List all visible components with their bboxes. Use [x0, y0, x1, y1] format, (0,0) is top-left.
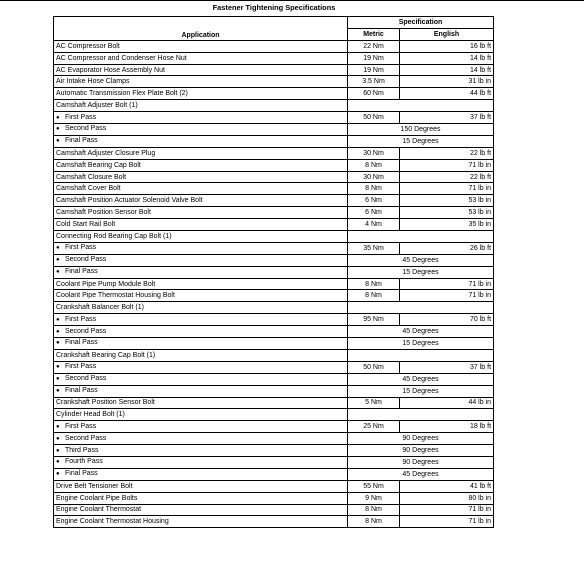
metric-cell: 8 Nm: [348, 278, 400, 290]
application-label: AC Evaporator Hose Assembly Nut: [56, 66, 165, 74]
application-label: Second Pass: [65, 434, 107, 442]
metric-cell: 30 Nm: [348, 147, 400, 159]
angle-spec-cell: 45 Degrees: [348, 254, 494, 266]
angle-spec-cell: 15 Degrees: [348, 135, 494, 147]
table-row: [54, 159, 494, 171]
angle-spec-cell: 90 Degrees: [348, 433, 494, 445]
table-row: [54, 40, 494, 52]
application-cell: [54, 468, 348, 480]
application-label: Final Pass: [65, 387, 98, 395]
bullet-icon: ●: [56, 447, 60, 454]
application-label: Camshaft Closure Bolt: [56, 173, 127, 181]
column-header-english: English: [400, 28, 494, 40]
application-cell: [54, 207, 348, 219]
angle-spec-cell: 90 Degrees: [348, 456, 494, 468]
application-label: Cylinder Head Bolt (1): [56, 411, 125, 419]
english-cell: 26 lb ft: [400, 242, 494, 254]
application-cell: [54, 76, 348, 88]
table-subrow: [54, 112, 494, 124]
metric-cell: 50 Nm: [348, 361, 400, 373]
application-label: Coolant Pipe Thermostat Housing Bolt: [56, 292, 175, 300]
application-label: Camshaft Bearing Cap Bolt: [56, 161, 141, 169]
application-cell: [54, 64, 348, 76]
application-label: Second Pass: [65, 125, 107, 133]
angle-spec-cell: 15 Degrees: [348, 385, 494, 397]
english-cell: 37 lb ft: [400, 361, 494, 373]
bullet-icon: ●: [56, 471, 60, 478]
application-cell: [54, 40, 348, 52]
application-cell: [54, 338, 348, 350]
metric-cell: 8 Nm: [348, 290, 400, 302]
application-cell: [54, 195, 348, 207]
application-label: Engine Coolant Thermostat: [56, 506, 142, 514]
english-cell: 14 lb ft: [400, 52, 494, 64]
angle-spec-cell: 15 Degrees: [348, 338, 494, 350]
application-cell: [54, 314, 348, 326]
application-cell: [54, 112, 348, 124]
application-cell: [54, 361, 348, 373]
empty-spec-cell: [348, 302, 494, 314]
application-label: Camshaft Adjuster Closure Plug: [56, 149, 156, 157]
table-group-row: [54, 100, 494, 112]
application-label: Camshaft Position Actuator Solenoid Valve Bolt: [56, 197, 203, 205]
application-cell: [54, 278, 348, 290]
application-label: Crankshaft Bearing Cap Bolt (1): [56, 351, 156, 359]
application-cell: [54, 480, 348, 492]
english-cell: 44 lb ft: [400, 88, 494, 100]
application-label: Final Pass: [65, 470, 98, 478]
metric-cell: 25 Nm: [348, 421, 400, 433]
application-label: First Pass: [65, 113, 97, 121]
bullet-icon: ●: [56, 364, 60, 371]
table-row: [54, 504, 494, 516]
fastener-spec-table: [53, 16, 494, 528]
metric-cell: 4 Nm: [348, 219, 400, 231]
application-label: Fourth Pass: [65, 458, 103, 466]
metric-cell: 30 Nm: [348, 171, 400, 183]
application-cell: [54, 492, 348, 504]
english-cell: 53 lb in: [400, 195, 494, 207]
application-label: First Pass: [65, 315, 97, 323]
english-cell: 22 lb ft: [400, 147, 494, 159]
top-rule: [0, 0, 584, 1]
metric-cell: 5 Nm: [348, 397, 400, 409]
application-label: AC Compressor and Condenser Hose Nut: [56, 54, 187, 62]
english-cell: 35 lb in: [400, 219, 494, 231]
english-cell: 14 lb ft: [400, 64, 494, 76]
spec-table-body: [54, 40, 494, 528]
application-cell: [54, 421, 348, 433]
english-cell: 70 lb ft: [400, 314, 494, 326]
column-header-application: Application: [54, 17, 348, 41]
bullet-icon: ●: [56, 376, 60, 383]
application-label: Second Pass: [65, 375, 107, 383]
table-row: [54, 147, 494, 159]
table-subrow: [54, 373, 494, 385]
application-cell: [54, 231, 348, 243]
english-cell: 71 lb in: [400, 504, 494, 516]
bullet-icon: ●: [56, 435, 60, 442]
metric-cell: 50 Nm: [348, 112, 400, 124]
application-label: Connecting Rod Bearing Cap Bolt (1): [56, 232, 172, 240]
application-cell: [54, 183, 348, 195]
english-cell: 53 lb in: [400, 207, 494, 219]
application-cell: [54, 100, 348, 112]
bullet-icon: ●: [56, 257, 60, 264]
angle-spec-cell: 90 Degrees: [348, 445, 494, 457]
table-row: [54, 88, 494, 100]
table-subrow: [54, 135, 494, 147]
table-subrow: [54, 361, 494, 373]
table-subrow: [54, 456, 494, 468]
application-label: First Pass: [65, 422, 97, 430]
application-label: Drive Belt Tensioner Bolt: [56, 482, 133, 490]
english-cell: 41 lb ft: [400, 480, 494, 492]
application-label: Second Pass: [65, 327, 107, 335]
application-cell: [54, 124, 348, 136]
english-cell: 44 lb in: [400, 397, 494, 409]
bullet-icon: ●: [56, 269, 60, 276]
table-row: [54, 183, 494, 195]
metric-cell: 6 Nm: [348, 207, 400, 219]
table-subrow: [54, 468, 494, 480]
english-cell: 31 lb in: [400, 76, 494, 88]
empty-spec-cell: [348, 231, 494, 243]
bullet-icon: ●: [56, 388, 60, 395]
application-cell: [54, 349, 348, 361]
english-cell: 71 lb in: [400, 278, 494, 290]
english-cell: 18 lb ft: [400, 421, 494, 433]
application-cell: [54, 516, 348, 528]
application-label: Final Pass: [65, 268, 98, 276]
table-row: [54, 64, 494, 76]
table-subrow: [54, 338, 494, 350]
angle-spec-cell: 45 Degrees: [348, 326, 494, 338]
application-label: Second Pass: [65, 256, 107, 264]
application-label: First Pass: [65, 363, 97, 371]
bullet-icon: ●: [56, 245, 60, 252]
metric-cell: 22 Nm: [348, 40, 400, 52]
metric-cell: 55 Nm: [348, 480, 400, 492]
application-cell: [54, 88, 348, 100]
application-cell: [54, 397, 348, 409]
application-cell: [54, 290, 348, 302]
application-cell: [54, 456, 348, 468]
table-row: [54, 516, 494, 528]
bullet-icon: ●: [56, 316, 60, 323]
metric-cell: 8 Nm: [348, 159, 400, 171]
bullet-icon: ●: [56, 114, 60, 121]
application-label: Camshaft Position Sensor Bolt: [56, 209, 151, 217]
table-row: [54, 492, 494, 504]
table-row: [54, 480, 494, 492]
english-cell: 80 lb in: [400, 492, 494, 504]
metric-cell: 3.5 Nm: [348, 76, 400, 88]
application-cell: [54, 373, 348, 385]
english-cell: 71 lb in: [400, 290, 494, 302]
table-row: [54, 290, 494, 302]
application-cell: [54, 254, 348, 266]
bullet-icon: ●: [56, 328, 60, 335]
column-header-metric: Metric: [348, 28, 400, 40]
application-cell: [54, 135, 348, 147]
table-row: [54, 195, 494, 207]
table-subrow: [54, 385, 494, 397]
metric-cell: 35 Nm: [348, 242, 400, 254]
bullet-icon: ●: [56, 459, 60, 466]
application-cell: [54, 219, 348, 231]
application-cell: [54, 302, 348, 314]
application-label: Coolant Pipe Pump Module Bolt: [56, 280, 156, 288]
application-label: Camshaft Cover Bolt: [56, 185, 121, 193]
application-label: Final Pass: [65, 339, 98, 347]
application-label: Crankshaft Balancer Bolt (1): [56, 304, 144, 312]
application-cell: [54, 159, 348, 171]
table-row: [54, 278, 494, 290]
table-row: [54, 171, 494, 183]
application-label: Cold Start Rail Bolt: [56, 221, 116, 229]
table-subrow: [54, 124, 494, 136]
english-cell: 22 lb ft: [400, 171, 494, 183]
application-label: AC Compressor Bolt: [56, 42, 120, 50]
table-subrow: [54, 266, 494, 278]
english-cell: 71 lb in: [400, 159, 494, 171]
table-row: [54, 397, 494, 409]
application-label: Third Pass: [65, 446, 99, 454]
application-cell: [54, 409, 348, 421]
application-cell: [54, 242, 348, 254]
metric-cell: 60 Nm: [348, 88, 400, 100]
application-label: Engine Coolant Thermostat Housing: [56, 518, 169, 526]
table-group-row: [54, 349, 494, 361]
table-group-row: [54, 231, 494, 243]
empty-spec-cell: [348, 409, 494, 421]
table-subrow: [54, 433, 494, 445]
table-subrow: [54, 326, 494, 338]
metric-cell: 19 Nm: [348, 52, 400, 64]
application-cell: [54, 326, 348, 338]
metric-cell: 8 Nm: [348, 516, 400, 528]
application-cell: [54, 445, 348, 457]
application-cell: [54, 433, 348, 445]
angle-spec-cell: 15 Degrees: [348, 266, 494, 278]
table-group-row: [54, 409, 494, 421]
header-row-1: [54, 17, 494, 29]
metric-cell: 9 Nm: [348, 492, 400, 504]
angle-spec-cell: 150 Degrees: [348, 124, 494, 136]
table-subrow: [54, 445, 494, 457]
page-title: Fastener Tightening Specifications: [212, 3, 336, 12]
bullet-icon: ●: [56, 126, 60, 133]
bullet-icon: ●: [56, 340, 60, 347]
application-cell: [54, 385, 348, 397]
english-cell: 37 lb ft: [400, 112, 494, 124]
metric-cell: 95 Nm: [348, 314, 400, 326]
english-cell: 16 lb ft: [400, 40, 494, 52]
table-subrow: [54, 314, 494, 326]
application-label: Crankshaft Position Sensor Bolt: [56, 399, 155, 407]
english-cell: 71 lb in: [400, 183, 494, 195]
application-label: First Pass: [65, 244, 97, 252]
angle-spec-cell: 45 Degrees: [348, 468, 494, 480]
application-label: Final Pass: [65, 137, 98, 145]
metric-cell: 8 Nm: [348, 183, 400, 195]
metric-cell: 6 Nm: [348, 195, 400, 207]
application-label: Camshaft Adjuster Bolt (1): [56, 102, 138, 110]
table-subrow: [54, 242, 494, 254]
angle-spec-cell: 45 Degrees: [348, 373, 494, 385]
table-group-row: [54, 302, 494, 314]
column-header-specification: Specification: [348, 17, 494, 29]
application-label: Engine Coolant Pipe Bolts: [56, 494, 138, 502]
application-cell: [54, 504, 348, 516]
table-row: [54, 219, 494, 231]
english-cell: 71 lb in: [400, 516, 494, 528]
table-row: [54, 207, 494, 219]
metric-cell: 8 Nm: [348, 504, 400, 516]
application-cell: [54, 266, 348, 278]
empty-spec-cell: [348, 349, 494, 361]
bullet-icon: ●: [56, 138, 60, 145]
table-row: [54, 52, 494, 64]
application-label: Automatic Transmission Flex Plate Bolt (2): [56, 90, 188, 98]
metric-cell: 19 Nm: [348, 64, 400, 76]
application-label: Air Intake Hose Clamps: [56, 78, 130, 86]
table-subrow: [54, 421, 494, 433]
table-subrow: [54, 254, 494, 266]
bullet-icon: ●: [56, 423, 60, 430]
application-cell: [54, 147, 348, 159]
application-cell: [54, 171, 348, 183]
table-row: [54, 76, 494, 88]
empty-spec-cell: [348, 100, 494, 112]
application-cell: [54, 52, 348, 64]
